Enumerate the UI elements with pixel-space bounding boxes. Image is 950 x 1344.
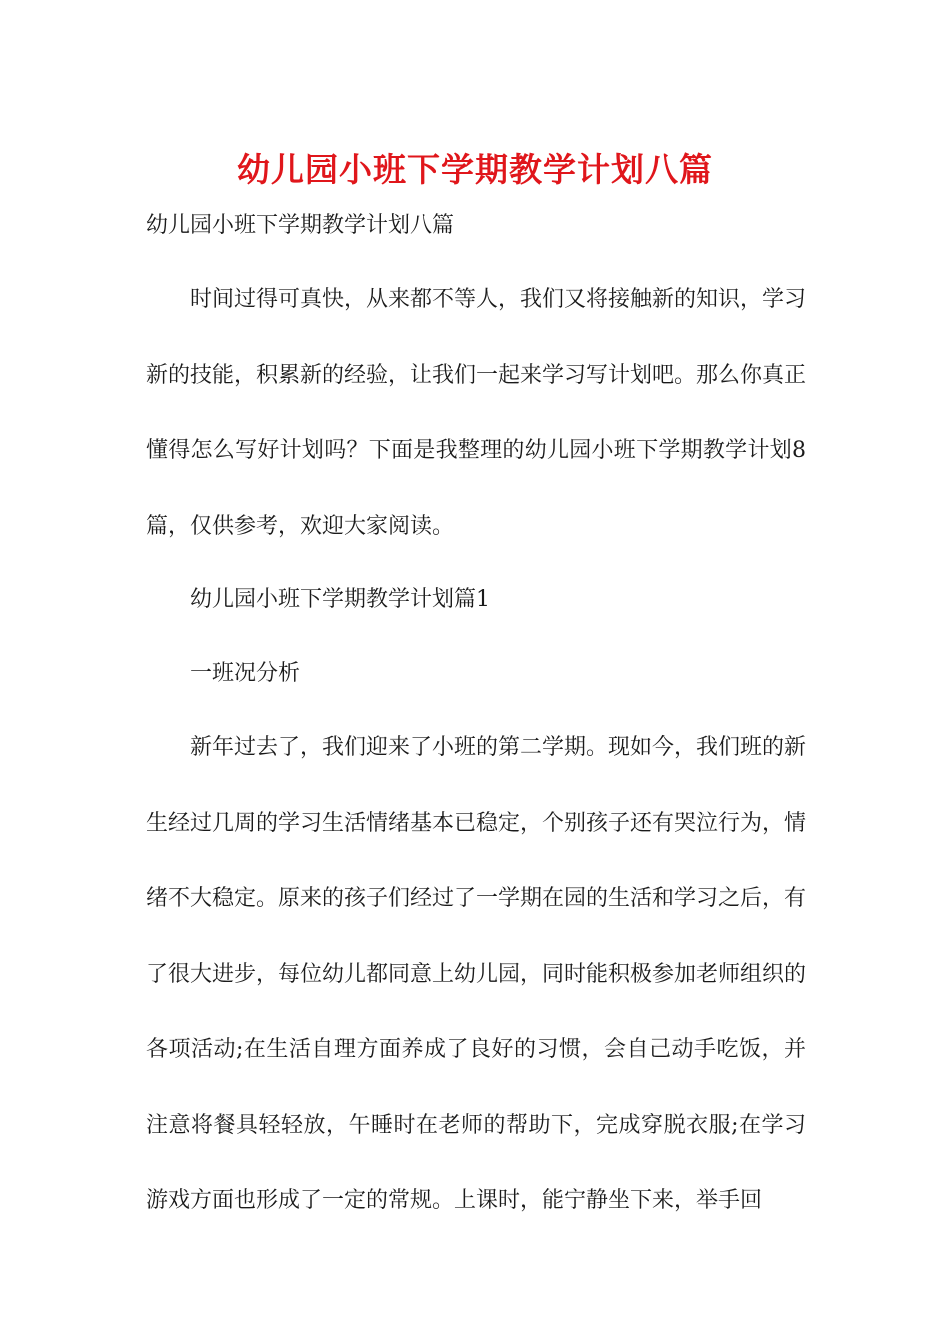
intro-paragraph: 时间过得可真快，从来都不等人，我们又将接触新的知识，学习新的技能，积累新的经验，让我们一起来学习写计划吧。那么你真正懂得怎么写好计划吗？下面是我整理的幼儿园小班下学期教学计划8篇，仅供参考，欢迎大家阅读。 <box>146 287 807 539</box>
document-subtitle: 幼儿园小班下学期教学计划八篇 <box>146 213 455 238</box>
subsection-heading: 一班况分析 <box>190 661 301 686</box>
section-heading: 幼儿园小班下学期教学计划篇1 <box>190 587 490 612</box>
body-paragraph: 新年过去了，我们迎来了小班的第二学期。现如今，我们班的新生经过几周的学习生活情绪基本已稳定，个别孩子还有哭泣行为，情绪不大稳定。原来的孩子们经过了一学期在园的生活和学习之后，有了很大进步，每位幼儿都同意上幼儿园，同时能积极参加老师组织的各项活动;在生活自理方面养成了良好的习惯，会自己动手吃饭，并注意将餐具轻轻放，午睡时在老师的帮助下，完成穿脱衣服;在学习游戏方面也形成了一定的常规。上课时，能宁静坐下来，举手回 <box>146 735 807 1213</box>
document-title: 幼儿园小班下学期教学计划八篇 <box>237 150 713 189</box>
